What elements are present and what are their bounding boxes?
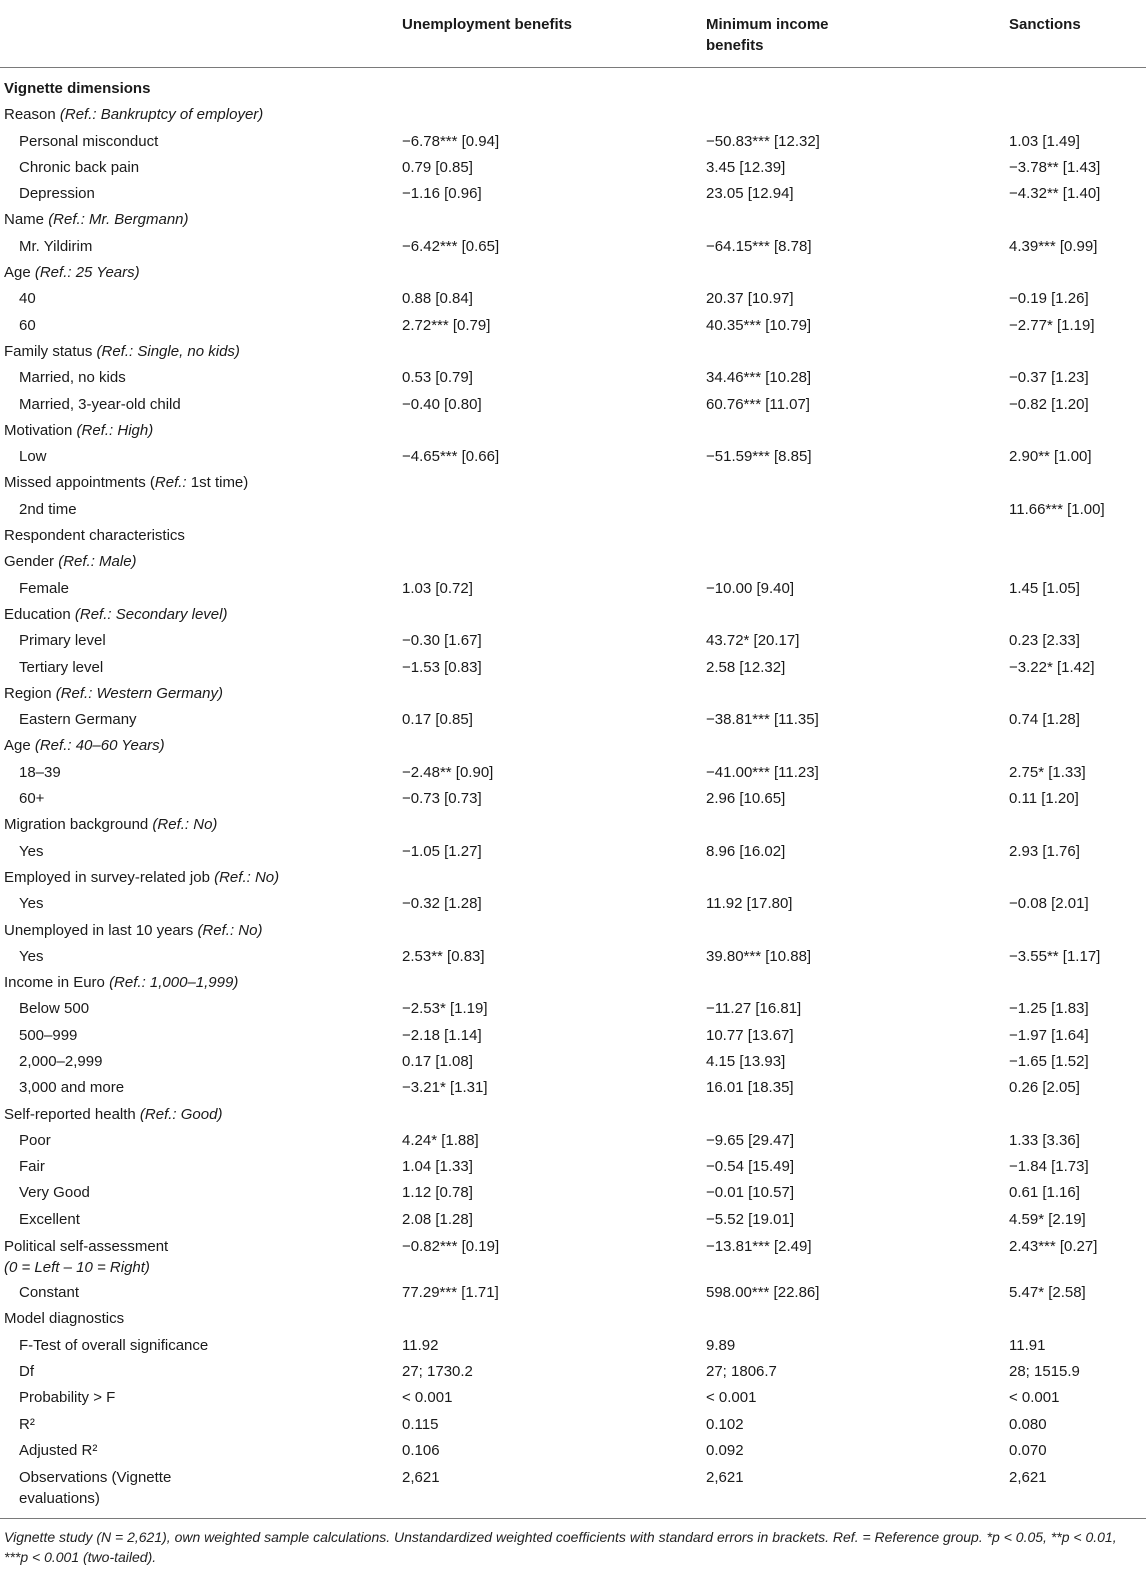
- row-label: [4, 681, 223, 707]
- row-label-text: Age: [4, 264, 35, 282]
- unemployment-value: 4.24* [1.88]: [402, 1131, 479, 1149]
- unemployment-value: 2.53** [0.83]: [402, 947, 485, 965]
- row-label: Below 500: [19, 1000, 90, 1018]
- row-label: [19, 1464, 171, 1509]
- row-label-text: Self-reported health: [4, 1105, 140, 1123]
- row-label: 2,000–2,999: [19, 1052, 103, 1070]
- row-label-text: Migration background: [4, 816, 153, 834]
- table-footnote: Vignette study (N = 2,621), own weighted sample calculations. Unstandardized weighted coefficients with standard errors in brackets. Ref. = Reference group. *p < 0.05, **p < 0.01, ***p < 0.001 (two-tailed).: [4, 1529, 1117, 1565]
- sanctions-value: 11.91: [1009, 1336, 1046, 1354]
- sanctions-value: 0.74 [1.28]: [1009, 711, 1080, 729]
- sanctions-value: 0.23 [2.33]: [1009, 632, 1080, 650]
- sanctions-value: −3.78** [1.43]: [1009, 158, 1101, 176]
- row-label: Tertiary level: [19, 658, 104, 676]
- reference-note: (Ref.: No): [197, 921, 263, 939]
- unemployment-value: 77.29*** [1.71]: [402, 1284, 499, 1302]
- row-label-text: Family status: [4, 342, 97, 360]
- row-label: Adjusted R²: [19, 1441, 98, 1459]
- table-row: [0, 313, 1146, 339]
- unemployment-value: −2.53* [1.19]: [402, 1000, 488, 1018]
- table-row: [0, 1154, 1146, 1180]
- unemployment-value: −6.42*** [0.65]: [402, 237, 500, 255]
- reference-note: (0 = Left – 10 = Right): [4, 1259, 150, 1277]
- table-row: [0, 786, 1146, 812]
- unemployment-value: −0.30 [1.67]: [402, 632, 482, 650]
- row-label: Excellent: [19, 1210, 80, 1228]
- table-group-row: [0, 1102, 1146, 1128]
- row-label-text: Gender: [4, 553, 59, 571]
- minimum-income-value: < 0.001: [706, 1389, 757, 1407]
- row-label: 60+: [19, 790, 45, 808]
- unemployment-value: 27; 1730.2: [402, 1362, 473, 1380]
- sanctions-value: −2.77* [1.19]: [1009, 316, 1095, 334]
- column-header-minimum-income: Minimum income benefits: [706, 16, 829, 54]
- row-label: Yes: [19, 895, 44, 913]
- row-label: Very Good: [19, 1184, 90, 1202]
- reference-note: (Ref.: Bankruptcy of employer): [59, 106, 264, 124]
- row-label: Poor: [19, 1131, 51, 1149]
- table-row: [0, 1412, 1146, 1438]
- minimum-income-value: 20.37 [10.97]: [706, 290, 794, 308]
- reference-note: (Ref.: Single, no kids): [96, 342, 240, 360]
- unemployment-value: −2.48** [0.90]: [402, 763, 494, 781]
- row-label: Female: [19, 579, 70, 597]
- minimum-income-value: −10.00 [9.40]: [706, 579, 794, 597]
- sanctions-value: −1.84 [1.73]: [1009, 1158, 1089, 1176]
- row-label: 2nd time: [19, 500, 77, 518]
- row-label-text: Reason: [4, 106, 60, 124]
- row-label: Fair: [19, 1158, 45, 1176]
- row-label: [4, 865, 279, 891]
- table-row: [0, 576, 1146, 602]
- table-group-row: [0, 523, 1146, 549]
- reference-note: (Ref.: 40–60 Years): [34, 737, 165, 755]
- minimum-income-value: 2,621: [706, 1469, 744, 1487]
- table-row: [0, 392, 1146, 418]
- table-row: [0, 286, 1146, 312]
- unemployment-value: −3.21* [1.31]: [402, 1079, 488, 1097]
- minimum-income-value: 8.96 [16.02]: [706, 842, 786, 860]
- unemployment-value: 1.12 [0.78]: [402, 1184, 473, 1202]
- sanctions-value: 2,621: [1009, 1469, 1047, 1487]
- minimum-income-value: −38.81*** [11.35]: [706, 711, 819, 729]
- table-row: [0, 1075, 1146, 1101]
- row-label: R²: [19, 1415, 35, 1433]
- table-row: [0, 944, 1146, 970]
- row-label: Primary level: [19, 632, 106, 650]
- sanctions-value: −0.37 [1.23]: [1009, 369, 1089, 387]
- table-row: [0, 1280, 1146, 1306]
- table-group-row: [0, 970, 1146, 996]
- row-label: Depression: [19, 185, 95, 203]
- minimum-income-value: 23.05 [12.94]: [706, 185, 794, 203]
- table-group-row: [0, 602, 1146, 628]
- row-label-text: Observations (Vignette: [19, 1469, 172, 1487]
- row-label: Model diagnostics: [4, 1310, 125, 1328]
- unemployment-value: −2.18 [1.14]: [402, 1026, 482, 1044]
- minimum-income-value: −0.54 [15.49]: [706, 1158, 794, 1176]
- sanctions-value: < 0.001: [1009, 1389, 1060, 1407]
- unemployment-value: 11.92: [402, 1336, 439, 1354]
- sanctions-value: 0.070: [1009, 1441, 1047, 1459]
- sanctions-value: −3.55** [1.17]: [1009, 947, 1101, 965]
- reference-note: (Ref.: High): [76, 421, 154, 439]
- reference-note: (Ref.: 1,000–1,999): [109, 974, 239, 992]
- reference-note: (Ref.: Good): [139, 1105, 223, 1123]
- minimum-income-value: −13.81*** [2.49]: [706, 1238, 812, 1256]
- minimum-income-value: −9.65 [29.47]: [706, 1131, 794, 1149]
- table-row: [0, 1438, 1146, 1464]
- sanctions-value: 2.90** [1.00]: [1009, 448, 1092, 466]
- unemployment-value: 0.79 [0.85]: [402, 158, 473, 176]
- reference-note: (Ref.: 1st time): [149, 474, 249, 492]
- row-label: Probability > F: [19, 1389, 116, 1407]
- unemployment-value: 2,621: [402, 1469, 440, 1487]
- row-label-text: Region: [4, 684, 56, 702]
- row-label: [4, 470, 248, 496]
- row-label: F-Test of overall significance: [19, 1336, 209, 1354]
- table-group-row: [0, 733, 1146, 759]
- unemployment-value: −6.78*** [0.94]: [402, 132, 500, 150]
- minimum-income-value: 10.77 [13.67]: [706, 1026, 794, 1044]
- unemployment-value: 0.106: [402, 1441, 440, 1459]
- row-label: Respondent characteristics: [4, 527, 185, 545]
- reference-note: (Ref.: Mr. Bergmann): [48, 211, 189, 229]
- minimum-income-value: 4.15 [13.93]: [706, 1052, 786, 1070]
- row-label: 40: [19, 290, 36, 308]
- sanctions-value: 1.03 [1.49]: [1009, 132, 1080, 150]
- row-label: Vignette dimensions: [4, 80, 151, 97]
- row-label: Mr. Yildirim: [19, 237, 93, 255]
- row-label: [4, 418, 153, 444]
- reference-note: (Ref.: No): [214, 868, 280, 886]
- sanctions-value: 2.93 [1.76]: [1009, 842, 1080, 860]
- reference-note: (Ref.: Western Germany): [55, 684, 223, 702]
- unemployment-value: 0.17 [1.08]: [402, 1052, 473, 1070]
- row-label: [4, 1102, 222, 1128]
- minimum-income-value: 43.72* [20.17]: [706, 632, 800, 650]
- table-group-row: [0, 207, 1146, 233]
- table-row: [0, 891, 1146, 917]
- row-label-text: Missed appointments: [4, 474, 150, 492]
- table-row: [0, 628, 1146, 654]
- unemployment-value: −0.73 [0.73]: [402, 790, 482, 808]
- table-row: [0, 129, 1146, 155]
- unemployment-value: −1.05 [1.27]: [402, 842, 482, 860]
- row-label-text: Political self-assessment: [4, 1238, 169, 1256]
- sanctions-value: 0.080: [1009, 1415, 1047, 1433]
- table-row: [0, 1180, 1146, 1206]
- table-row: [0, 1385, 1146, 1411]
- table-row: [0, 707, 1146, 733]
- column-header-unemployment: Unemployment benefits: [402, 16, 573, 33]
- table-group-row: [0, 102, 1146, 128]
- table-group-row: [0, 1233, 1146, 1280]
- sanctions-value: 1.45 [1.05]: [1009, 579, 1080, 597]
- unemployment-value: 1.04 [1.33]: [402, 1158, 473, 1176]
- row-label: Personal misconduct: [19, 132, 159, 150]
- sanctions-value: 0.11 [1.20]: [1009, 790, 1079, 808]
- reference-note: (Ref.: Male): [58, 553, 137, 571]
- minimum-income-value: −64.15*** [8.78]: [706, 237, 812, 255]
- table-group-row: [0, 470, 1146, 496]
- table-row: [0, 497, 1146, 523]
- table-row: [0, 1359, 1146, 1385]
- table-row: [0, 1464, 1146, 1511]
- table-group-row: [0, 918, 1146, 944]
- table-row: [0, 760, 1146, 786]
- table-body: [0, 76, 1146, 1511]
- unemployment-value: 0.115: [402, 1415, 439, 1433]
- minimum-income-value: −51.59*** [8.85]: [706, 448, 812, 466]
- minimum-income-value: 3.45 [12.39]: [706, 158, 786, 176]
- unemployment-value: 0.53 [0.79]: [402, 369, 473, 387]
- table-row: [0, 1333, 1146, 1359]
- table-row: [0, 234, 1146, 260]
- minimum-income-value: 27; 1806.7: [706, 1362, 777, 1380]
- minimum-income-value: −5.52 [19.01]: [706, 1210, 794, 1228]
- row-label: [4, 970, 238, 996]
- row-label: 500–999: [19, 1026, 78, 1044]
- table-group-row: [0, 549, 1146, 575]
- minimum-income-value: 16.01 [18.35]: [706, 1079, 794, 1097]
- sanctions-value: 4.39*** [0.99]: [1009, 237, 1098, 255]
- unemployment-value: −0.32 [1.28]: [402, 895, 482, 913]
- table-group-row: [0, 681, 1146, 707]
- sanctions-value: 0.26 [2.05]: [1009, 1079, 1080, 1097]
- sanctions-value: −0.82 [1.20]: [1009, 395, 1089, 413]
- minimum-income-value: −50.83*** [12.32]: [706, 132, 820, 150]
- row-label: Df: [19, 1362, 34, 1380]
- row-label: 18–39: [19, 763, 61, 781]
- table-row: [0, 1207, 1146, 1233]
- row-label: Eastern Germany: [19, 711, 137, 729]
- row-label: Low: [19, 448, 47, 466]
- unemployment-value: −0.82*** [0.19]: [402, 1238, 500, 1256]
- minimum-income-value: −11.27 [16.81]: [706, 1000, 802, 1018]
- unemployment-value: −1.53 [0.83]: [402, 658, 482, 676]
- unemployment-value: −1.16 [0.96]: [402, 185, 482, 203]
- sanctions-value: 1.33 [3.36]: [1009, 1131, 1080, 1149]
- row-label: 60: [19, 316, 36, 334]
- table-row: [0, 1128, 1146, 1154]
- unemployment-value: −0.40 [0.80]: [402, 395, 482, 413]
- sanctions-value: 28; 1515.9: [1009, 1362, 1080, 1380]
- row-label-text-cont: evaluations): [19, 1490, 100, 1508]
- table-row: [0, 181, 1146, 207]
- table-row: [0, 1049, 1146, 1075]
- minimum-income-value: −41.00*** [11.23]: [706, 763, 819, 781]
- sanctions-value: 0.61 [1.16]: [1009, 1184, 1080, 1202]
- table-row: [0, 655, 1146, 681]
- sanctions-value: −1.65 [1.52]: [1009, 1052, 1089, 1070]
- table-group-row: [0, 812, 1146, 838]
- minimum-income-value: 39.80*** [10.88]: [706, 947, 812, 965]
- row-label: [4, 339, 240, 365]
- sanctions-value: −0.08 [2.01]: [1009, 895, 1089, 913]
- row-label-text: Income in Euro: [4, 974, 110, 992]
- row-label: Married, 3-year-old child: [19, 395, 181, 413]
- row-label: [4, 549, 137, 575]
- minimum-income-value: 11.92 [17.80]: [706, 895, 793, 913]
- table-group-row: [0, 418, 1146, 444]
- row-label-text: Name: [4, 211, 49, 229]
- row-label-text: Unemployed in last 10 years: [4, 921, 198, 939]
- minimum-income-value: 9.89: [706, 1336, 736, 1354]
- sanctions-value: −1.25 [1.83]: [1009, 1000, 1089, 1018]
- row-label: Yes: [19, 947, 44, 965]
- sanctions-value: 11.66*** [1.00]: [1009, 500, 1105, 518]
- table-bottom-rule: [0, 1518, 1146, 1519]
- row-label: [4, 602, 227, 628]
- table-row: [0, 839, 1146, 865]
- row-label: [4, 733, 165, 759]
- minimum-income-value: 60.76*** [11.07]: [706, 395, 810, 413]
- row-label: [4, 207, 189, 233]
- sanctions-value: −1.97 [1.64]: [1009, 1026, 1089, 1044]
- table-row: [0, 1023, 1146, 1049]
- sanctions-value: −0.19 [1.26]: [1009, 290, 1089, 308]
- table-row: [0, 996, 1146, 1022]
- unemployment-value: 1.03 [0.72]: [402, 579, 473, 597]
- unemployment-value: 0.88 [0.84]: [402, 290, 473, 308]
- sanctions-value: −4.32** [1.40]: [1009, 185, 1101, 203]
- unemployment-value: −4.65*** [0.66]: [402, 448, 500, 466]
- table-row: [0, 444, 1146, 470]
- reference-note: (Ref.: Secondary level): [74, 605, 228, 623]
- minimum-income-value: −0.01 [10.57]: [706, 1184, 794, 1202]
- row-label: [4, 102, 263, 128]
- row-label: [4, 812, 217, 838]
- sanctions-value: 5.47* [2.58]: [1009, 1284, 1086, 1302]
- minimum-income-value: 2.96 [10.65]: [706, 790, 786, 808]
- row-label: Married, no kids: [19, 369, 126, 387]
- minimum-income-value: 0.102: [706, 1415, 744, 1433]
- reference-note: (Ref.: No): [152, 816, 218, 834]
- table-group-row: [0, 339, 1146, 365]
- sanctions-value: −3.22* [1.42]: [1009, 658, 1095, 676]
- minimum-income-value: 2.58 [12.32]: [706, 658, 786, 676]
- table-row: [0, 155, 1146, 181]
- table-group-row: [0, 865, 1146, 891]
- unemployment-value: < 0.001: [402, 1389, 453, 1407]
- table-group-row: [0, 76, 1146, 102]
- row-label: 3,000 and more: [19, 1079, 125, 1097]
- reference-note: (Ref.: 25 Years): [34, 264, 140, 282]
- minimum-income-value: 0.092: [706, 1441, 744, 1459]
- row-label: Chronic back pain: [19, 158, 140, 176]
- row-label: Yes: [19, 842, 44, 860]
- sanctions-value: 4.59* [2.19]: [1009, 1210, 1086, 1228]
- row-label-text: Employed in survey-related job: [4, 868, 215, 886]
- row-label: [4, 260, 140, 286]
- minimum-income-value: 40.35*** [10.79]: [706, 316, 812, 334]
- table-row: [0, 365, 1146, 391]
- column-header-sanctions: Sanctions: [1009, 16, 1081, 33]
- table-header: [0, 0, 1146, 68]
- minimum-income-value: 598.00*** [22.86]: [706, 1284, 820, 1302]
- unemployment-value: 2.72*** [0.79]: [402, 316, 491, 334]
- row-label-text: Motivation: [4, 421, 77, 439]
- row-label-text: Age: [4, 737, 35, 755]
- row-label: [4, 918, 262, 944]
- sanctions-value: 2.75* [1.33]: [1009, 763, 1086, 781]
- table-group-row: [0, 1306, 1146, 1332]
- unemployment-value: 0.17 [0.85]: [402, 711, 473, 729]
- row-label: [4, 1233, 168, 1278]
- row-label: Constant: [19, 1284, 80, 1302]
- sanctions-value: 2.43*** [0.27]: [1009, 1238, 1098, 1256]
- unemployment-value: 2.08 [1.28]: [402, 1210, 473, 1228]
- row-label-text: Education: [4, 605, 75, 623]
- minimum-income-value: 34.46*** [10.28]: [706, 369, 812, 387]
- table-group-row: [0, 260, 1146, 286]
